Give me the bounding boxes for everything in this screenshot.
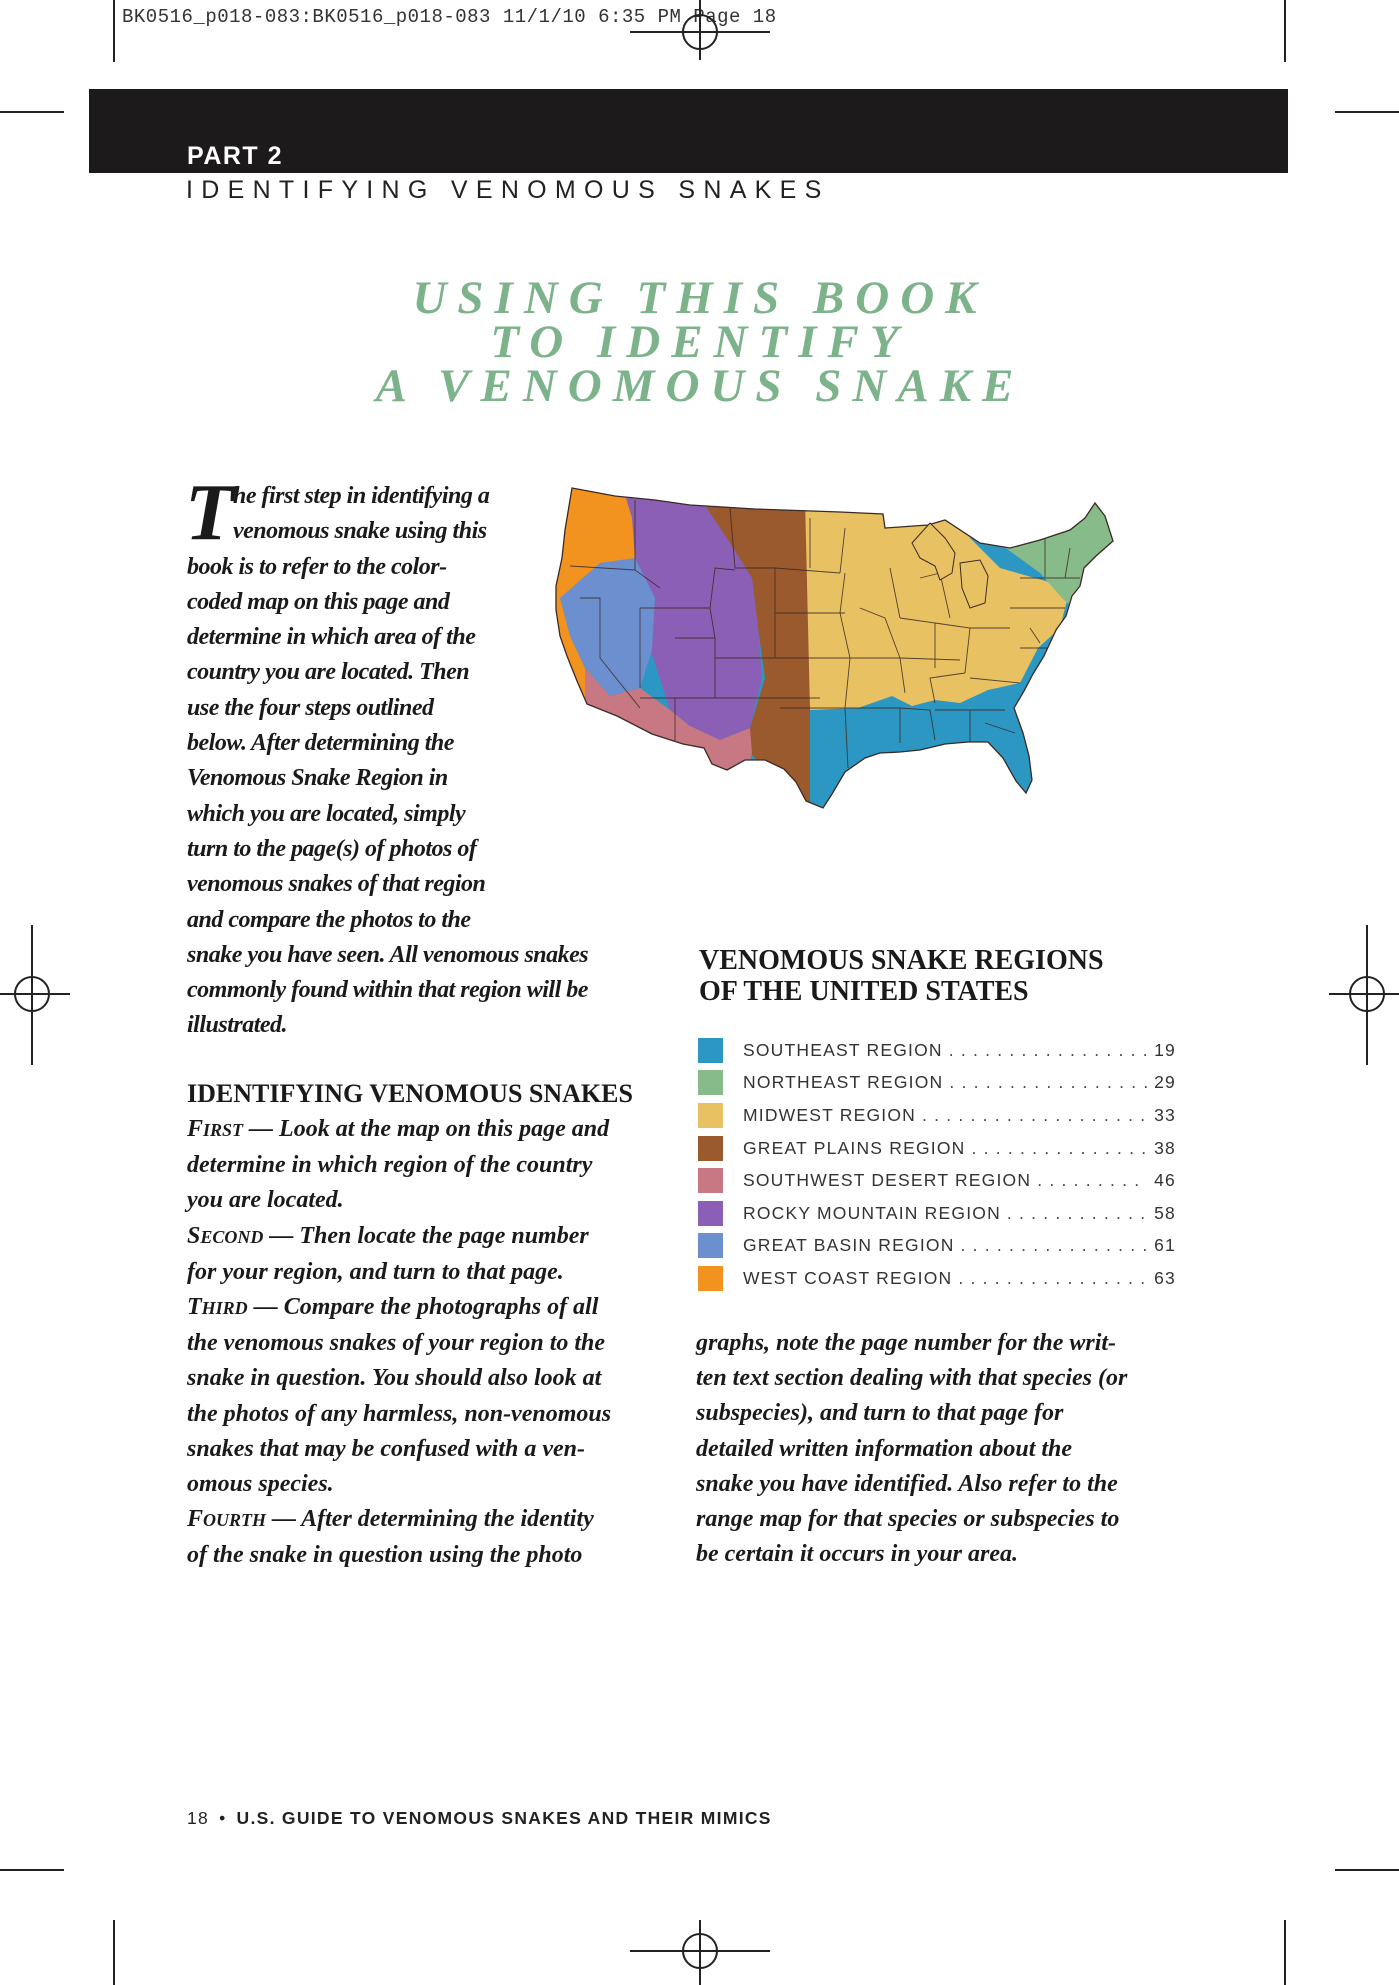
continuation-line: snake you have identified. Also refer to the [696, 1470, 1118, 1497]
intro-line: below. After determining the [187, 730, 454, 757]
legend-swatch [698, 1233, 723, 1258]
step-line: snake in question. You should also look at [187, 1365, 602, 1392]
intro-line: Venomous Snake Region in [187, 765, 448, 792]
legend-leader-dots [971, 1138, 1148, 1159]
intro-line: venomous snakes of that region [187, 871, 486, 898]
step-line: you are located. [187, 1187, 344, 1214]
legend-region-name: MIDWEST REGION [743, 1104, 917, 1125]
legend-swatch [698, 1201, 723, 1226]
title-line: TO IDENTIFY [490, 316, 910, 368]
us-regions-map [540, 478, 1180, 898]
intro-line: use the four steps outlined [187, 694, 434, 721]
title-line: USING THIS BOOK [412, 272, 988, 324]
legend-page-number: 63 [1154, 1267, 1176, 1288]
registration-mark-bottom [630, 1920, 770, 1985]
steps-heading: IDENTIFYING VENOMOUS SNAKES [187, 1079, 633, 1108]
legend-title-line: OF THE UNITED STATES [699, 976, 1029, 1007]
step-line: the photos of any harmless, non-venomous [187, 1400, 612, 1427]
registration-mark-top [630, 0, 770, 60]
legend-item [698, 1164, 1176, 1197]
legend-region-name: WEST COAST REGION [743, 1267, 953, 1288]
legend-title [699, 945, 1104, 1007]
printer-slug: BK0516_p018-083:BK0516_p018-083 11/1/10 6:35 PM Page 18 [122, 6, 777, 28]
intro-line: book is to refer to the color- [187, 553, 447, 580]
region-legend [698, 1034, 1176, 1295]
legend-swatch [698, 1070, 723, 1095]
legend-page-number: 61 [1154, 1235, 1176, 1256]
step-line: for your region, and turn to that page. [187, 1258, 564, 1285]
legend-swatch [698, 1266, 723, 1291]
intro-line: which you are located, simply [187, 800, 466, 827]
legend-swatch [698, 1136, 723, 1161]
step-line: the venomous snakes of your region to the [187, 1330, 606, 1357]
footer-bullet: • [219, 1808, 227, 1828]
title-line: A VENOMOUS SNAKE [375, 360, 1025, 412]
legend-item [698, 1230, 1176, 1263]
intro-line: turn to the page(s) of photos of [187, 835, 477, 862]
step-third: THIRD — Compare the photographs of all [187, 1294, 599, 1321]
legend-swatch [698, 1103, 723, 1128]
legend-swatch [698, 1038, 723, 1063]
intro-line: snake you have seen. All venomous snakes [187, 941, 589, 968]
intro-line: commonly found within that region will be [187, 977, 588, 1004]
registration-mark-right [1329, 925, 1399, 1065]
intro-line: determine in which area of the [187, 624, 476, 651]
page-footer [187, 1808, 772, 1829]
continuation-line: subspecies), and turn to that page for [696, 1400, 1064, 1427]
step-second-label: SECOND [187, 1222, 264, 1249]
legend-region-name: ROCKY MOUNTAIN REGION [743, 1202, 1001, 1223]
intro-line: illustrated. [187, 1012, 288, 1039]
steps-paragraph [187, 1112, 667, 1574]
legend-region-name: GREAT PLAINS REGION [743, 1137, 966, 1158]
step-fourth-label: FOURTH [187, 1506, 267, 1533]
step-first: FIRST — Look at the map on this page and [187, 1116, 610, 1142]
legend-page-number: 46 [1154, 1170, 1176, 1191]
page-title [200, 272, 1200, 412]
legend-swatch [698, 1168, 723, 1193]
legend-item [698, 1262, 1176, 1295]
legend-region-name: GREAT BASIN REGION [743, 1235, 955, 1256]
continuation-line: be certain it occurs in your area. [696, 1541, 1018, 1568]
legend-page-number: 33 [1154, 1104, 1176, 1125]
part-label: PART 2 [187, 142, 284, 170]
step-line: snakes that may be confused with a ven- [187, 1435, 586, 1462]
step-second: SECOND — Then locate the page number [187, 1222, 589, 1249]
legend-page-number: 38 [1154, 1137, 1176, 1158]
step-third-label: THIRD [187, 1294, 248, 1321]
continuation-line: range map for that species or subspecies to [696, 1506, 1120, 1533]
legend-leader-dots [1007, 1203, 1148, 1224]
intro-line: he first step in identifying a [233, 483, 490, 509]
legend-leader-dots [922, 1105, 1148, 1126]
intro-line: venomous snake using this [233, 518, 487, 545]
legend-leader-dots [949, 1072, 1148, 1093]
legend-leader-dots [958, 1268, 1148, 1289]
book-title: U.S. GUIDE TO VENOMOUS SNAKES AND THEIR MIMICS [236, 1808, 772, 1828]
legend-leader-dots [1037, 1170, 1148, 1191]
legend-page-number: 19 [1154, 1039, 1176, 1060]
legend-region-name: NORTHEAST REGION [743, 1072, 944, 1093]
legend-item [698, 1132, 1176, 1165]
continuation-line: graphs, note the page number for the writ- [696, 1330, 1117, 1356]
step-line: omous species. [187, 1471, 334, 1498]
continuation-paragraph [696, 1326, 1176, 1572]
step-fourth: FOURTH — After determining the identity [187, 1506, 594, 1533]
legend-region-name: SOUTHWEST DESERT REGION [743, 1170, 1032, 1191]
registration-mark-left [0, 925, 70, 1065]
legend-item [698, 1034, 1176, 1067]
legend-title-line: VENOMOUS SNAKE REGIONS [699, 945, 1104, 976]
section-subtitle: IDENTIFYING VENOMOUS SNAKES [186, 176, 830, 204]
step-line: determine in which region of the country [187, 1152, 593, 1179]
step-first-label: FIRST [187, 1116, 244, 1142]
continuation-line: ten text section dealing with that species (or [696, 1365, 1128, 1392]
legend-item [698, 1197, 1176, 1230]
legend-region-name: SOUTHEAST REGION [743, 1039, 943, 1060]
legend-leader-dots [949, 1040, 1148, 1061]
legend-leader-dots [961, 1235, 1149, 1256]
continuation-line: detailed written information about the [696, 1435, 1073, 1462]
legend-item [698, 1067, 1176, 1100]
legend-page-number: 29 [1154, 1072, 1176, 1093]
page-number: 18 [187, 1808, 210, 1828]
legend-item [698, 1099, 1176, 1132]
intro-line: country you are located. Then [187, 659, 470, 686]
step-line: of the snake in question using the photo [187, 1542, 583, 1569]
legend-page-number: 58 [1154, 1202, 1176, 1223]
intro-line: and compare the photos to the [187, 906, 471, 933]
drop-cap: T [185, 469, 234, 557]
intro-line: coded map on this page and [187, 588, 450, 615]
